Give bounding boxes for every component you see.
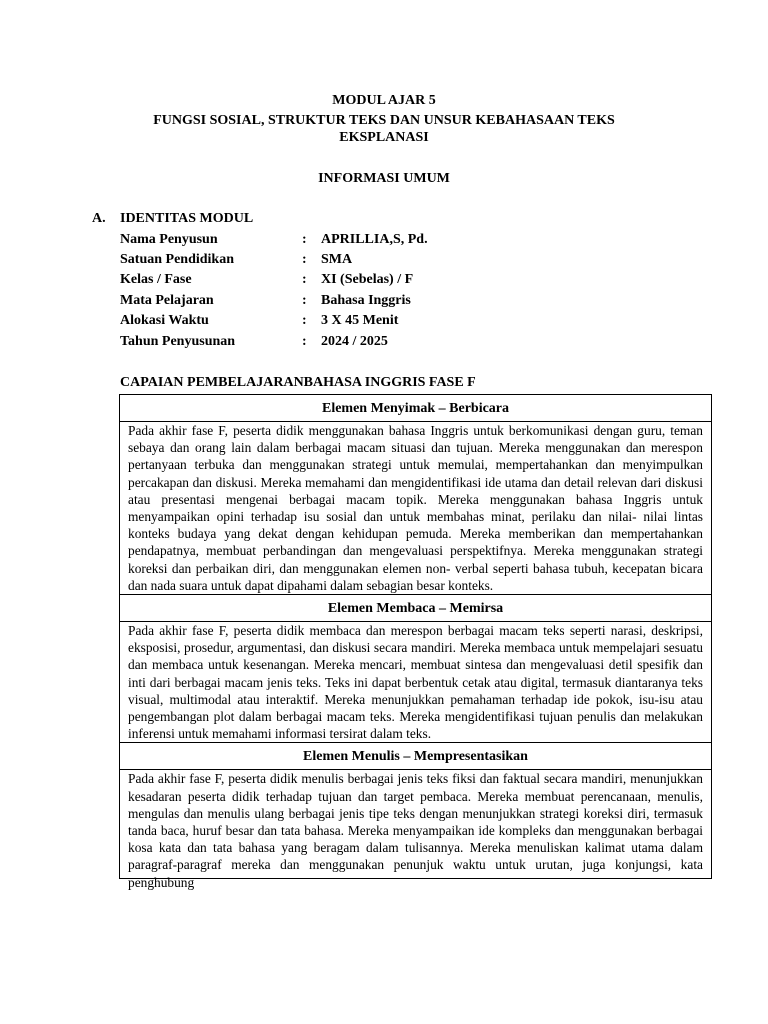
identitas-colon: : [302,334,307,349]
identitas-value: SMA [321,252,353,267]
capaian-title: CAPAIAN PEMBELAJARANBAHASA INGGRIS FASE F [120,375,476,390]
identitas-label: Satuan Pendidikan [120,252,234,267]
element-text-membaca-memirsa: Pada akhir fase F, peserta didik membaca dan merespon berbagai macam teks seperti narasi, deskripsi, eksposisi, prosedur, argumentasi, dan diskusi secara mandiri. Mereka membaca untuk mempelajari sesuatu dan membaca untuk kesenangan. Mereka mencari, membuat sintesa dan mengevaluasi detil spesifik dan inti dari berbagai macam jenis teks. Teks ini dapat berbentuk cetak atau digital, termasuk diantaranya teks visual, multimodal atau interaktif. Mereka menunjukkan pemahaman terhadap ide pokok, isu-isu atau pengembangan plot dalam berbagai macam teks. Mereka mengidentifikasi tujuan penulis dan melakukan inferensi untuk memahami informasi tersirat dalam teks. [120,622,712,743]
element-text-menyimak-berbicara: Pada akhir fase F, peserta didik menggunakan bahasa Inggris untuk berkomunikasi dengan guru, teman sebaya dan orang lain dalam berbagai macam situasi dan tujuan. Mereka menggunakan dan merespon pertanyaan terbuka dan menggunakan strategi untuk memulai, mempertahankan dan menyimpulkan percakapan dan diskusi. Mereka memahami dan mengidentifikasi ide utama dan detail relevan dari diskusi atau presentasi mengenai berbagai macam topik. Mereka menggunakan bahasa Inggris untuk menyampaikan opini terhadap isu sosial dan untuk membahas minat, perilaku dan nilai- nilai lintas konteks budaya yang dekat dengan kehidupan pemuda. Mereka memberikan dan mempertahankan pendapatnya, membuat perbandingan dan mengevaluasi perspektifnya. Mereka menggunakan strategi koreksi dan perbaikan diri, dan menggunakan elemen non- verbal seperti bahasa tubuh, kecepatan bicara dan nada suara untuk dapat dipahami dalam sebagian besar konteks. [120,422,712,595]
element-heading-menyimak-berbicara: Elemen Menyimak – Berbicara [120,395,712,422]
identitas-label: Kelas / Fase [120,272,192,287]
identitas-heading [92,210,253,227]
identitas-heading-text: IDENTITAS MODUL [120,211,254,226]
identitas-colon: : [302,293,307,308]
identitas-value: 3 X 45 Menit [321,313,399,328]
identitas-label: Alokasi Waktu [120,313,209,328]
section-letter: A. [92,211,106,226]
module-title: MODUL AJAR 5 [332,93,436,108]
identitas-label: Nama Penyusun [120,232,218,247]
element-cell-menulis-mempresentasikan [120,770,712,890]
element-text-menulis-mempresentasikan: Pada akhir fase F, peserta didik menulis berbagai jenis teks fiksi dan faktual secara mandiri, menunjukkan kesadaran peserta didik terhadap tujuan dan target pembaca. Mereka membuat perencanaan, menulis, mengulas dan menulis ulang berbagai jenis tipe teks dengan menunjukkan strategi koreksi diri, termasuk tanda baca, huruf besar dan tata bahasa. Mereka menyampaikan ide kompleks dan menggunakan berbagai kosa kata dan tata bahasa yang beragam dalam tulisannya. Mereka menuliskan kalimat utama dalam paragraf-paragraf mereka dan menggunakan penunjuk waktu untuk urutan, juga konjungsi, kata penghubung [128,771,703,890]
capaian-table [119,394,712,890]
element-heading-menulis-mempresentasikan: Elemen Menulis – Mempresentasikan [120,743,712,770]
identitas-value: XI (Sebelas) / F [321,272,414,287]
identitas-colon: : [302,313,307,328]
identitas-value: Bahasa Inggris [321,293,411,308]
identitas-value: 2024 / 2025 [321,334,388,349]
module-subtitle-line-2: EKSPLANASI [339,130,429,145]
identitas-colon: : [302,232,307,247]
identitas-label: Mata Pelajaran [120,293,214,308]
section-heading-informasi-umum: INFORMASI UMUM [318,171,450,186]
identitas-colon: : [302,272,307,287]
identitas-value: APRILLIA,S, Pd. [321,232,428,247]
identitas-colon: : [302,252,307,267]
module-subtitle-line-1: FUNGSI SOSIAL, STRUKTUR TEKS DAN UNSUR KEBAHASAAN TEKS [153,113,615,128]
identitas-label: Tahun Penyusunan [120,334,236,349]
element-heading-membaca-memirsa: Elemen Membaca – Memirsa [120,595,712,622]
